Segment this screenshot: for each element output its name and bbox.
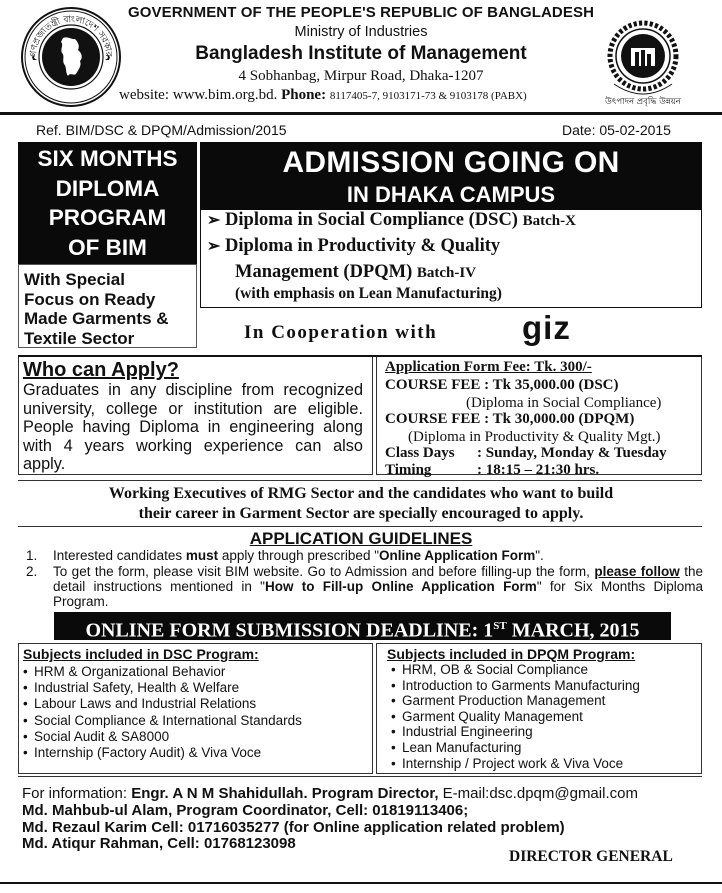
notice-date: Date: 05-02-2015 — [562, 122, 671, 138]
who-can-apply-title: Who can Apply? — [23, 359, 179, 381]
website-text: website: www.bim.org.bd. — [119, 87, 278, 103]
guideline-number: 1. — [26, 548, 38, 563]
focus-line: Focus on Ready — [24, 289, 156, 309]
program-dpqm-line2 — [235, 262, 476, 283]
contact-atiqur: Md. Atiqur Rahman, Cell: 01768123098 — [22, 835, 296, 852]
course-fee-dsc: COURSE FEE : Tk 35,000.00 (DSC) — [385, 377, 619, 393]
header-divider — [0, 112, 722, 115]
header-government: GOVERNMENT OF THE PEOPLE'S REPUBLIC OF BANGLADESH — [128, 4, 594, 21]
phone-label: Phone: — [281, 87, 327, 103]
guideline-1: Interested candidates must apply through prescribed "Online Application Form". — [53, 548, 544, 563]
arrow-right-icon: ➢ — [207, 212, 221, 229]
header-contact — [119, 87, 527, 104]
program-dpqm-name-2: Management (DPQM) — [235, 262, 413, 282]
eligibility-text: Graduates in any discipline from recognized university, college or institution are eligible. People having Diploma in engineering along with 4 years working experience can also apply. — [23, 381, 363, 473]
bim-logo-icon — [584, 12, 702, 112]
application-form-fee: Application Form Fee: Tk. 300/- — [385, 359, 592, 375]
section-divider — [18, 776, 702, 777]
admission-title: ADMISSION GOING ON — [282, 146, 620, 179]
footer-divider — [0, 882, 722, 884]
list-item: • Garment Production Management — [391, 693, 640, 709]
class-days-label: Class Days — [385, 445, 455, 461]
encouragement-line: their career in Garment Sector are specially encouraged to apply. — [138, 504, 584, 522]
reference-number: Ref. BIM/DSC & DPQM/Admission/2015 — [36, 122, 287, 138]
government-seal-icon — [20, 6, 122, 108]
focus-line: Made Garments & — [24, 309, 169, 328]
section-divider — [18, 526, 702, 527]
dpqm-subject-list — [391, 662, 640, 771]
list-item: • HRM, OB & Social Compliance — [391, 662, 640, 678]
signature-director-general: DIRECTOR GENERAL — [509, 848, 673, 865]
program-dpqm-batch: Batch-IV — [416, 265, 477, 281]
course-fee-dpqm: COURSE FEE : Tk 30,000.00 (DPQM) — [385, 411, 635, 427]
list-item: • Internship (Factory Audit) & Viva Voce — [23, 745, 302, 761]
focus-line: Textile Sector — [24, 328, 135, 348]
guidelines-title: APPLICATION GUIDELINES — [249, 529, 473, 548]
banner-line: PROGRAM — [48, 205, 167, 230]
six-months-diploma-banner — [18, 142, 197, 264]
svg-text:উৎপাদন প্রবৃদ্ধি উন্নয়ন: উৎপাদন প্রবৃদ্ধি উন্নয়ন — [605, 97, 681, 107]
course-fee-dsc-note: (Diploma in Social Compliance) — [466, 395, 662, 411]
list-item: • Internship / Project work & Viva Voce — [391, 756, 640, 772]
header-institute: Bangladesh Institute of Management — [195, 43, 527, 64]
guideline-number: 2. — [26, 564, 38, 579]
banner-line: DIPLOMA — [55, 175, 160, 201]
section-divider — [18, 480, 702, 481]
giz-logo: giz — [522, 309, 571, 346]
svg-text:গণপ্রজাতন্ত্রী বাংলাদেশ সরকার: গণপ্রজাতন্ত্রী বাংলাদেশ সরকার — [28, 14, 114, 58]
program-dsc-name: Diploma in Social Compliance (DSC) — [225, 210, 518, 230]
arrow-right-icon: ➢ — [207, 238, 221, 255]
course-fee-dpqm-note: (Diploma in Productivity & Quality Mgt.) — [408, 429, 661, 445]
encouragement-line: Working Executives of RMG Sector and the candidates who want to build — [108, 485, 614, 502]
focus-line: With Special — [24, 270, 125, 289]
list-item: • Introduction to Garments Manufacturing — [391, 678, 640, 694]
list-item: • Garment Quality Management — [391, 709, 640, 725]
class-days-value: : Sunday, Monday & Tuesday — [477, 445, 667, 461]
submission-deadline-banner: ONLINE FORM SUBMISSION DEADLINE: 1ST MARCH, 2015 — [54, 612, 671, 640]
contact-online-support: Md. Rezaul Karim Cell: 01716035277 (for Online application related problem) — [22, 819, 565, 836]
cooperation-text: In Cooperation with — [244, 322, 438, 343]
program-dsc — [207, 210, 576, 231]
dpqm-subjects-title: Subjects included in DPQM Program: — [387, 646, 636, 662]
contact-coordinator: Md. Mahbub-ul Alam, Program Coordinator, Cell: 01819113406; — [22, 802, 469, 819]
admission-banner — [200, 142, 702, 210]
program-dpqm — [207, 236, 500, 257]
list-item: • Social Compliance & International Standards — [23, 713, 302, 729]
guideline-2: To get the form, please visit BIM website. Go to Admission and before filling-up the form, please follow the detail instructions mentioned in "How to Fill-up Online Application Form" for Six Months Diploma Program. — [53, 564, 704, 609]
list-item: • Industrial Engineering — [391, 724, 640, 740]
phone-numbers: 8117405-7, 9103171-73 & 9103178 (PABX) — [329, 90, 527, 102]
program-dpqm-name: Diploma in Productivity & Quality — [225, 236, 501, 256]
timing-value: : 18:15 – 21:30 hrs. — [477, 462, 600, 478]
banner-line: SIX MONTHS — [37, 146, 178, 171]
list-item: • Lean Manufacturing — [391, 740, 640, 756]
dsc-subjects-title: Subjects included in DSC Program: — [23, 646, 259, 662]
encouragement-notice — [0, 484, 722, 523]
admission-campus: IN DHAKA CAMPUS — [346, 182, 556, 207]
timing-label: Timing — [385, 462, 432, 478]
dsc-subject-list — [23, 664, 302, 761]
list-item: • HRM & Organizational Behavior — [23, 664, 302, 680]
header-address: 4 Sobhanbag, Mirpur Road, Dhaka-1207 — [238, 68, 484, 84]
list-item: • Industrial Safety, Health & Welfare — [23, 680, 302, 696]
banner-line: OF BIM — [68, 234, 147, 260]
contact-program-director: For information: Engr. A N M Shahidullah. Program Director, E-mail:dsc.dpqm@gmail.com — [22, 785, 638, 802]
special-focus-box — [18, 264, 197, 348]
program-dpqm-note: (with emphasis on Lean Manufacturing) — [235, 285, 502, 302]
program-dsc-batch: Batch-X — [522, 213, 576, 229]
list-item: • Social Audit & SA8000 — [23, 729, 302, 745]
header-ministry: Ministry of Industries — [294, 24, 428, 40]
list-item: • Labour Laws and Industrial Relations — [23, 696, 302, 712]
